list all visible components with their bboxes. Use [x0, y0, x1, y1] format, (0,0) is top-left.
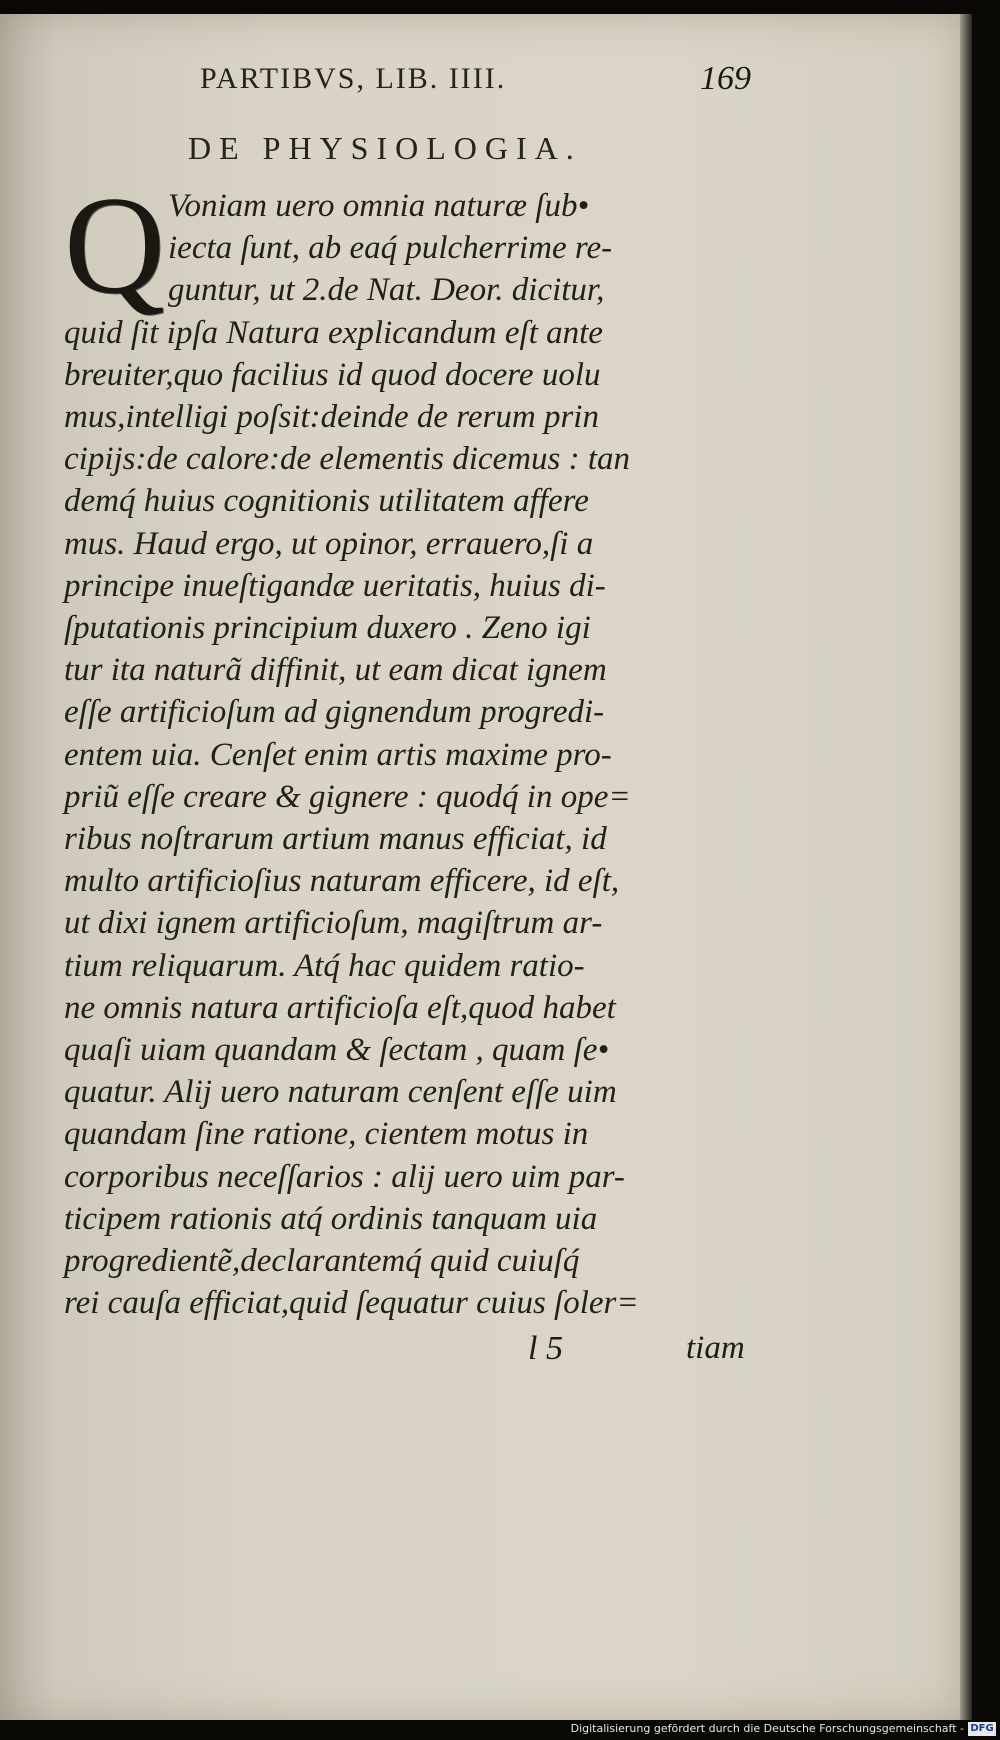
text-line: multo artificioſius naturam efficere, id eſt, — [64, 863, 620, 900]
running-head: PARTIBVS, LIB. IIII. — [200, 62, 507, 95]
text-line: ribus noſtrarum artium manus efficiat, id — [64, 821, 607, 857]
page-number: 169 — [700, 60, 751, 97]
text-line: ticipem rationis atq́ ordinis tanquam uia — [64, 1200, 598, 1237]
catchword: tiam — [686, 1330, 745, 1366]
text-line: cipijs:de calore:de elementis dicemus : tan — [64, 441, 631, 478]
section-title: DE PHYSIOLOGIA. — [188, 130, 582, 166]
text-line: guntur, ut 2.de Nat. Deor. dicitur, — [168, 272, 605, 309]
text-line: quandam ſine ratione, cientem motus in — [64, 1116, 589, 1153]
text-line: progredientẽ,declarantemq́ quid cuiuſq́ — [64, 1243, 580, 1279]
decorated-initial: Q — [64, 168, 166, 323]
text-line: quaſi uiam quandam & ſectam , quam ſe• — [64, 1032, 609, 1068]
text-line: tium reliquarum. Atq́ hac quidem ratio- — [64, 947, 585, 984]
signature-mark: l 5 — [528, 1330, 563, 1367]
text-line: ſputationis principium duxero . Zeno igi — [64, 610, 591, 646]
text-line: mus,intelligi poſsit:deinde de rerum prin — [64, 399, 599, 435]
text-line: tur ita naturã diffinit, ut eam dicat ignem — [64, 652, 607, 689]
text-line: breuiter,quo facilius id quod docere uolu — [64, 356, 601, 393]
text-line: principe inueſtigandæ ueritatis, huius di- — [64, 567, 606, 604]
text-line: quatur. Alij uero naturam cenſent eſſe uim — [64, 1074, 617, 1111]
dfg-logo: DFG — [968, 1722, 996, 1736]
funding-credit: Digitalisierung gefördert durch die Deutsche Forschungsgemeinschaft - — [570, 1722, 964, 1735]
text-line: iecta ſunt, ab eaq́ pulcherrime re- — [168, 230, 613, 267]
text-line: demq́ huius cognitionis utilitatem affere — [64, 483, 589, 520]
text-line: priũ eſſe creare & gignere : quodq́ in ope= — [64, 778, 631, 815]
text-line: entem uia. Cenſet enim artis maxime pro- — [64, 736, 612, 773]
text-line: Voniam uero omnia naturæ ſub• — [168, 188, 590, 224]
text-line: corporibus neceſſarios : alij uero uim par- — [64, 1158, 625, 1195]
text-line: rei cauſa efficiat,quid ſequatur cuius ſoler= — [64, 1285, 639, 1322]
text-line: eſſe artificioſum ad gignendum progredi- — [64, 694, 605, 731]
text-line: quid ſit ipſa Natura explicandum eſt ante — [64, 314, 603, 351]
text-line: ut dixi ignem artificioſum, magiſtrum ar- — [64, 905, 603, 942]
page-footer-marks — [528, 1330, 768, 1370]
text-line: ne omnis natura artificioſa eſt,quod habet — [64, 989, 616, 1026]
text-line: mus. Haud ergo, ut opinor, errauero,ſi a — [64, 525, 594, 562]
